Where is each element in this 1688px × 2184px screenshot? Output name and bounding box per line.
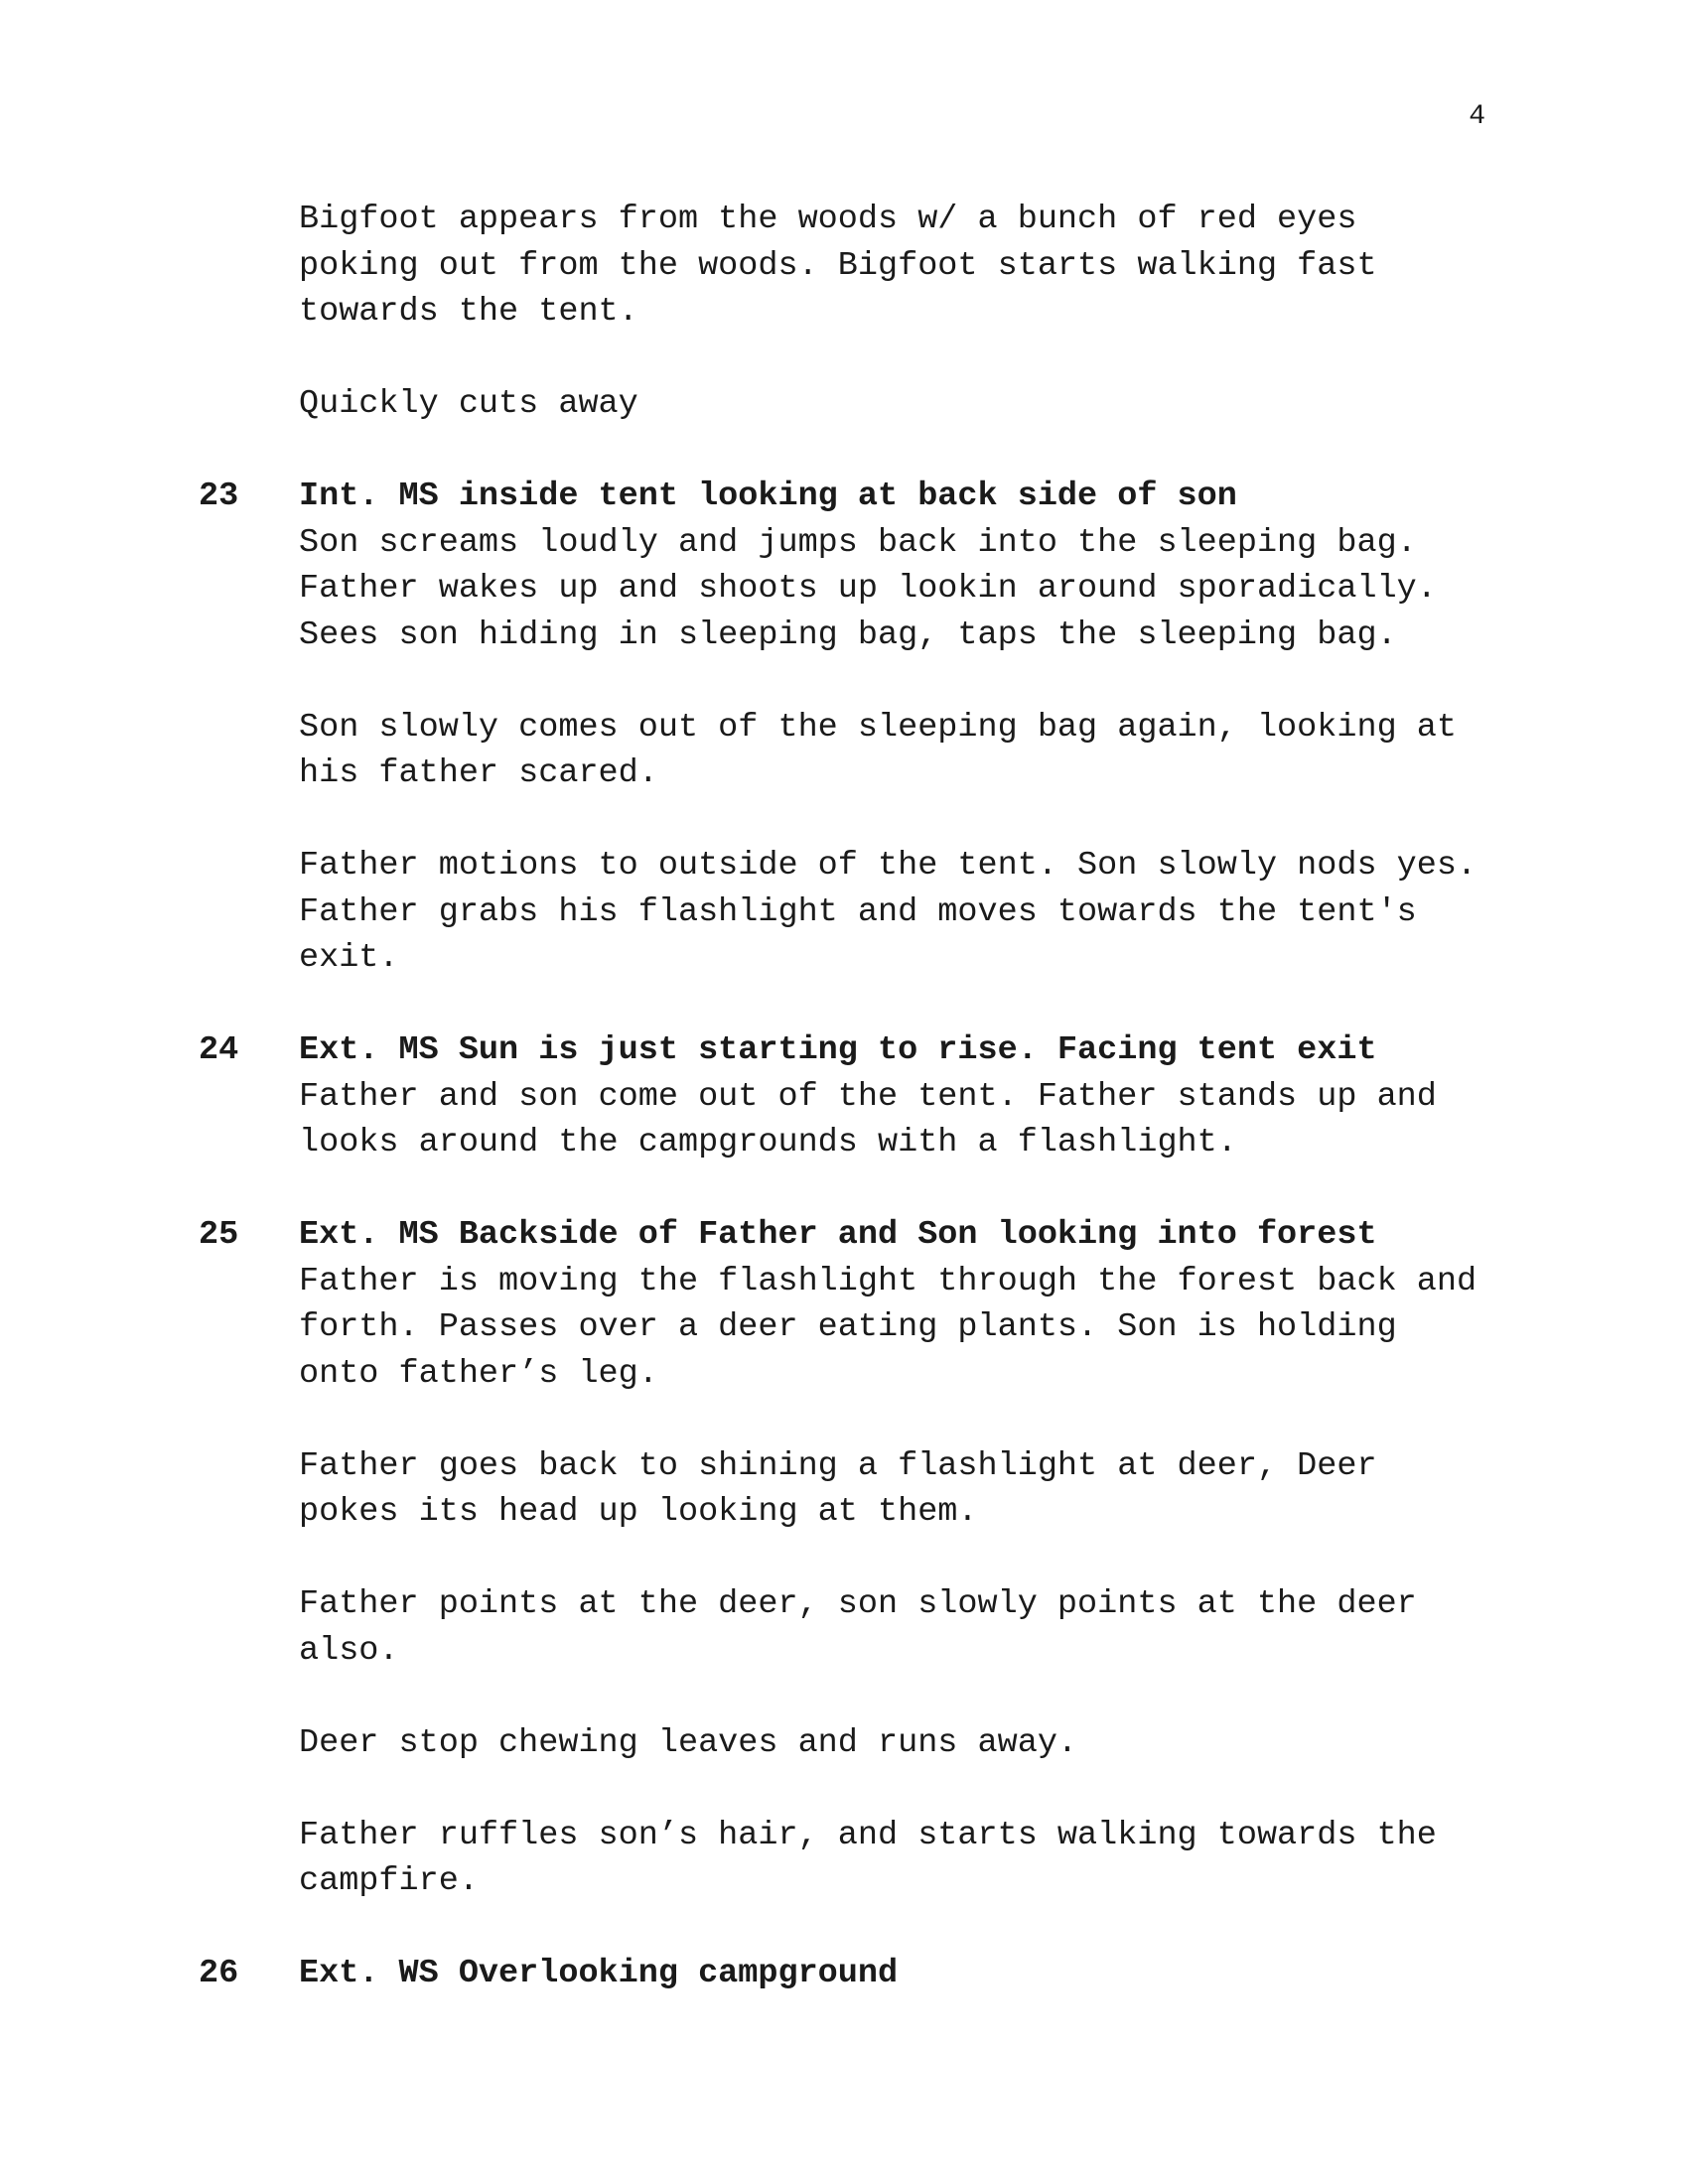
transition-note: Quickly cuts away: [299, 385, 638, 423]
scene-25: [199, 1212, 1489, 1905]
scene-number: 23: [199, 478, 239, 515]
action-paragraph: Father ruffles son’s hair, and starts walking towards the campfire.: [299, 1816, 1437, 1900]
action-paragraph: Father motions to outside of the tent. Son slowly nods yes. Father grabs his flashlight and moves towards the tent's exit.: [299, 847, 1477, 977]
scene-number: 25: [199, 1216, 239, 1254]
page-number: 4: [1469, 101, 1485, 132]
scene-heading: Int. MS inside tent looking at back side of son: [299, 478, 1237, 515]
action-paragraph: Father is moving the flashlight through the forest back and forth. Passes over a deer eating plants. Son is holding onto father’s leg.: [299, 1262, 1477, 1393]
action-paragraph: Father goes back to shining a flashlight at deer, Deer pokes its head up looking at them.: [299, 1446, 1377, 1531]
scene-number: 26: [199, 1955, 239, 1992]
script-body: [199, 197, 1489, 2043]
scene-heading: Ext. MS Backside of Father and Son looking into forest: [299, 1216, 1377, 1254]
scene-number: 24: [199, 1031, 239, 1069]
scene-heading: Ext. WS Overlooking campground: [299, 1955, 899, 1992]
scene-23: [199, 474, 1489, 982]
scene-24: [199, 1027, 1489, 1166]
scene-26: [199, 1951, 1489, 1997]
action-paragraph: Son screams loudly and jumps back into the sleeping bag. Father wakes up and shoots up lookin around sporadically. Sees son hiding in sleeping bag, taps the sleeping bag.: [299, 523, 1437, 654]
action-paragraph: Father points at the deer, son slowly points at the deer also.: [299, 1585, 1417, 1670]
scene-heading: Ext. MS Sun is just starting to rise. Facing tent exit: [299, 1031, 1377, 1069]
action-paragraph: Bigfoot appears from the woods w/ a bunch of red eyes poking out from the woods. Bigfoot starts walking fast towards the tent.: [299, 201, 1377, 331]
action-paragraph: Deer stop chewing leaves and runs away.: [299, 1723, 1078, 1762]
action-paragraph: Father and son come out of the tent. Father stands up and looks around the campgrounds with a flashlight.: [299, 1077, 1437, 1161]
action-paragraph: Son slowly comes out of the sleeping bag again, looking at his father scared.: [299, 708, 1457, 792]
